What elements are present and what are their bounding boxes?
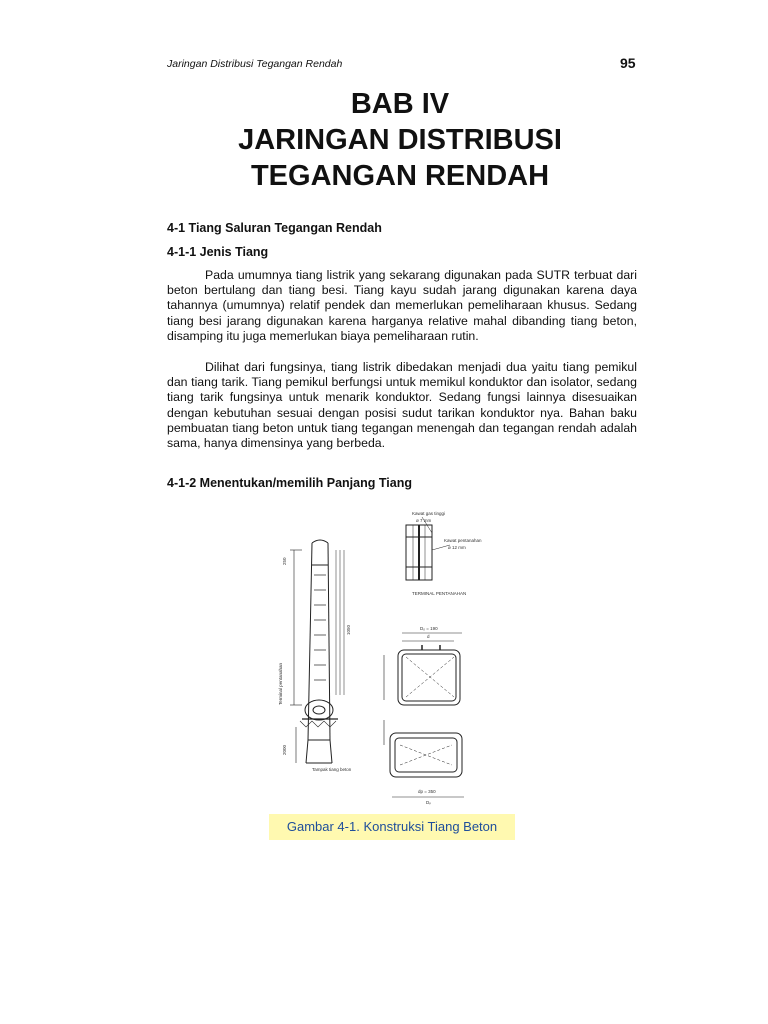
label-250: 250: [282, 557, 287, 565]
paragraph-jenis-tiang-1: Pada umumnya tiang listrik yang sekarang digunakan pada SUTR terbuat dari beton bertulang dan tiang besi. Tiang kayu sudah jarang digunakan karena daya tahannya (umumnya) relatif pendek dan memerlukan pemeliharaan khusus. Sedang tiang besi jarang digunakan karena harganya relative mahal dibanding tiang beton, disamping itu juga memerlukan biaya pemeliharaan rutin.: [167, 268, 637, 343]
label-do-190: Dₒ = 190: [420, 626, 438, 631]
label-dp: Dₚ: [426, 800, 432, 805]
label-diameter-7mm: ø 7 mm: [416, 518, 432, 523]
label-terminal-pentanahan-vertical: Terminal pentanahan: [278, 662, 283, 705]
running-header: Jaringan Distribusi Tegangan Rendah: [167, 58, 343, 70]
label-kawat-pentanahan: Kawat pentanahan: [444, 538, 482, 543]
chapter-title-line-1: JARINGAN DISTRIBUSI: [238, 124, 562, 156]
concrete-pole-diagram: [272, 505, 512, 805]
chapter-number: BAB IV: [350, 88, 450, 120]
figure-caption: Gambar 4-1. Konstruksi Tiang Beton: [269, 814, 515, 840]
label-2000: 2000: [282, 744, 287, 755]
pole-elevation: [290, 540, 344, 763]
label-tampak-tiang-beton: Tampak tiang beton: [312, 767, 352, 772]
label-d: d: [427, 634, 430, 639]
label-1050: 1050: [346, 624, 351, 635]
label-diameter-12mm: ø 12 mm: [448, 545, 466, 550]
label-kawat-gas-tinggi: Kawat gas tinggi: [412, 511, 446, 516]
page-number: 95: [620, 55, 636, 71]
section-heading-4-1-2: 4-1-2 Menentukan/memilih Panjang Tiang: [167, 476, 412, 490]
cross-section-top: [384, 633, 462, 705]
label-dp-350: dp = 350: [418, 789, 436, 794]
terminal-detail: [406, 517, 450, 580]
chapter-title-line-2: TEGANGAN RENDAH: [250, 160, 550, 192]
label-terminal-pentanahan: TERMINAL PENTANAHAN: [412, 591, 467, 596]
chapter-title: [150, 86, 650, 194]
cross-section-bottom: [384, 720, 464, 797]
section-heading-4-1-1: 4-1-1 Jenis Tiang: [167, 245, 269, 259]
paragraph-jenis-tiang-2: Dilihat dari fungsinya, tiang listrik dibedakan menjadi dua yaitu tiang pemikul dan tiang tarik. Tiang pemikul berfungsi untuk memikul konduktor dan isolator, sedang tiang tarik fungsinya untuk menarik konduktor. Sedang fungsi lainnya disesuaikan dengan kebutuhan sesuai dengan posisi sudut tarikan konduktor nya. Bahan baku pembuatan tiang beton untuk tiang tegangan menengah dan tegangan rendah adalah sama, hanya dimensinya yang berbeda.: [167, 360, 637, 451]
section-heading-4-1: 4-1 Tiang Saluran Tegangan Rendah: [167, 221, 382, 235]
